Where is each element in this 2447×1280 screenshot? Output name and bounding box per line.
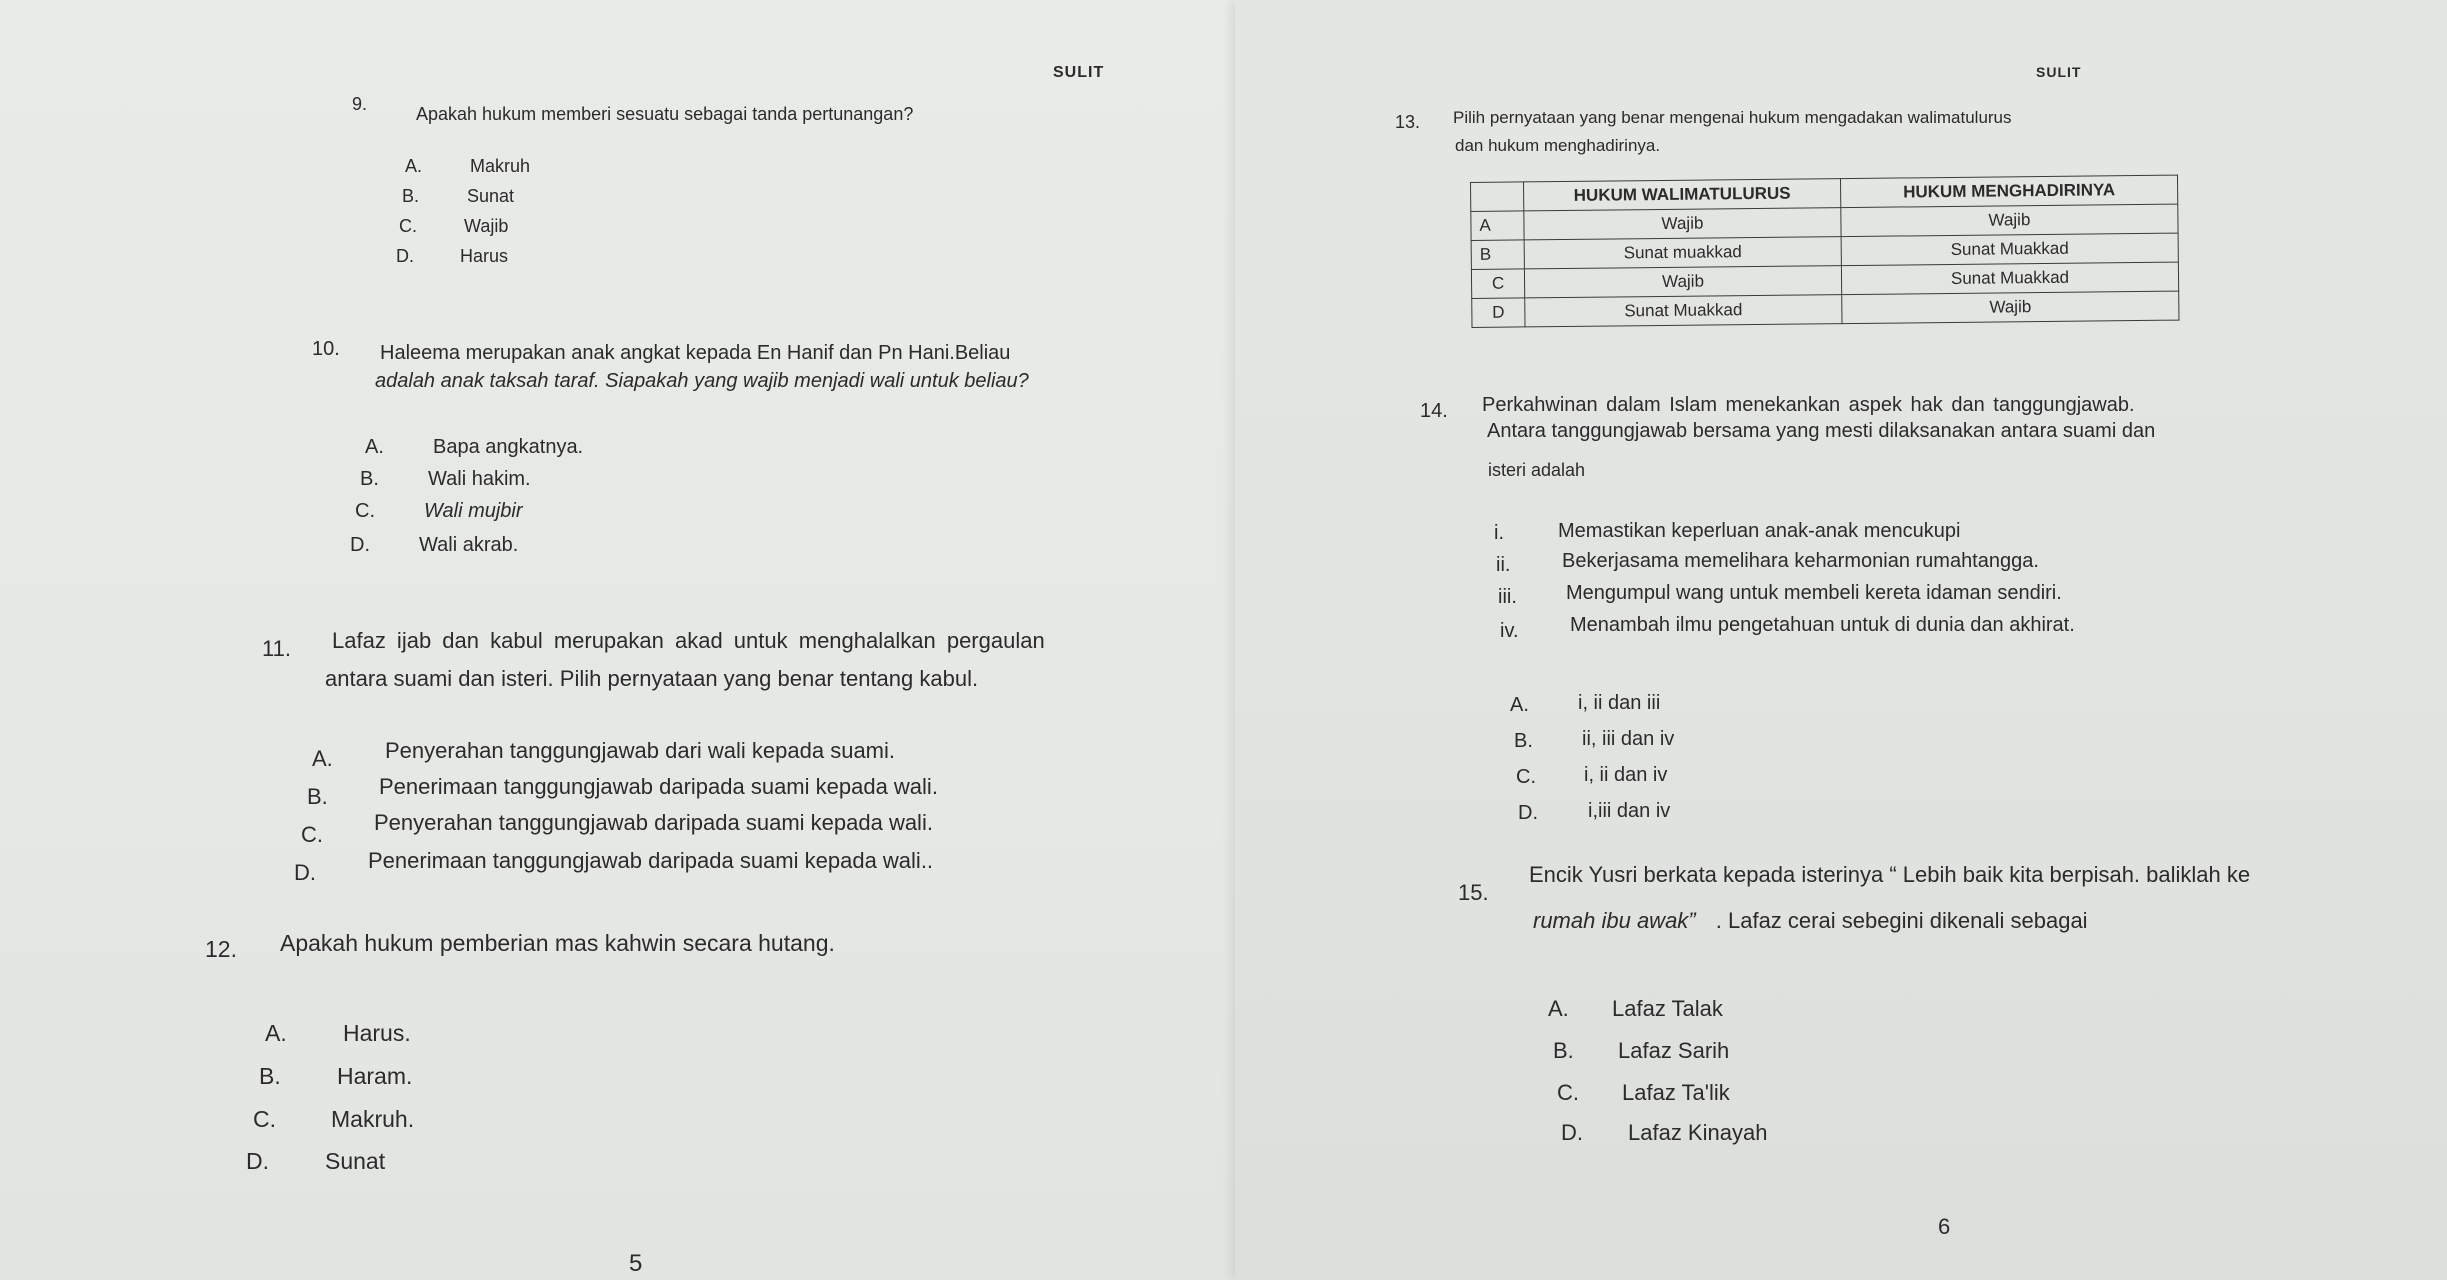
q13-table-header-key (1471, 182, 1524, 212)
table-cell: Wajib (1524, 266, 1841, 298)
q11-option-a-letter: A. (312, 746, 333, 771)
q14-option-d-letter: D. (1518, 802, 1538, 824)
q13-table (1470, 175, 2179, 328)
q15-text-line1: Encik Yusri berkata kepada isterinya “ Lebih baik kita berpisah. baliklah ke (1529, 862, 2251, 887)
q14-statement-2-num: ii. (1496, 554, 1511, 576)
q13-table-header-walimatulurus: HUKUM WALIMATULURUS (1524, 179, 1841, 211)
q14-statement-4-num: iv. (1500, 620, 1519, 642)
q14-option-c-letter: C. (1516, 766, 1536, 788)
q14-statement-3-num: iii. (1498, 586, 1517, 608)
table-cell-key: D (1472, 298, 1525, 328)
q12-option-b-text: Haram. (337, 1063, 413, 1089)
q14-text-line3: isteri adalah (1488, 460, 1586, 480)
q12-option-d-letter: D. (246, 1148, 269, 1174)
q10-option-a-text: Bapa angkatnya. (433, 436, 584, 458)
table-cell-key: C (1471, 269, 1524, 299)
q12-option-d-text: Sunat (325, 1148, 386, 1174)
q11-option-c-letter: C. (301, 822, 323, 847)
q12-option-c-text: Makruh. (331, 1106, 415, 1132)
q14-option-b-text: ii, iii dan iv (1582, 728, 1675, 750)
q15-number: 15. (1458, 880, 1489, 905)
q14-option-b-letter: B. (1514, 730, 1533, 752)
q14-text-line2: Antara tanggungjawab bersama yang mesti dilaksanakan antara suami dan (1487, 420, 2156, 442)
q11-option-d-letter: D. (294, 860, 316, 885)
q15-option-b-letter: B. (1553, 1038, 1574, 1063)
q15-option-a-letter: A. (1548, 996, 1569, 1021)
q14-statement-4-text: Menambah ilmu pengetahuan untuk di dunia dan akhirat. (1570, 614, 2075, 636)
q9-option-a-text: Makruh (470, 156, 531, 176)
table-cell: Sunat Muakkad (1841, 233, 2178, 266)
q12-option-a-text: Harus. (343, 1020, 411, 1046)
q9-option-c-text: Wajib (464, 216, 509, 236)
q15-option-b-text: Lafaz Sarih (1618, 1038, 1730, 1063)
q10-option-d-text: Wali akrab. (419, 534, 519, 556)
right-page-header: SULIT (2036, 64, 2082, 80)
q14-option-a-text: i, ii dan iii (1578, 692, 1661, 714)
q9-option-d-letter: D. (396, 246, 414, 266)
q9-option-b-text: Sunat (467, 186, 515, 206)
table-cell-key: A (1471, 211, 1524, 241)
q9-option-d-text: Harus (460, 246, 509, 266)
q14-text-line1: Perkahwinan dalam Islam menekankan aspek hak dan tanggungjawab. (1482, 394, 2135, 416)
q9-option-b-letter: B. (402, 186, 420, 206)
q12-option-b-letter: B. (259, 1063, 281, 1089)
q15-option-d-text: Lafaz Kinayah (1628, 1120, 1768, 1145)
left-page-header: SULIT (1053, 64, 1105, 81)
q14-statement-1-num: i. (1494, 522, 1504, 544)
q10-option-b-text: Wali hakim. (428, 468, 531, 490)
q11-option-d-text: Penerimaan tanggungjawab daripada suami kepada wali.. (368, 848, 934, 873)
table-cell: Sunat Muakkad (1841, 262, 2178, 295)
q11-text-line2: antara suami dan isteri. Pilih pernyataan yang benar tentang kabul. (325, 666, 979, 691)
q12-number: 12. (205, 936, 237, 962)
q9-option-c-letter: C. (399, 216, 417, 236)
q15-option-d-letter: D. (1561, 1120, 1583, 1145)
q9-option-a-letter: A. (405, 156, 423, 176)
q14-number: 14. (1420, 400, 1448, 422)
q15-text-line2 (1533, 908, 2088, 934)
q13-table-header-menghadirinya: HUKUM MENGHADIRINYA (1840, 175, 2177, 208)
q9-text: Apakah hukum memberi sesuatu sebagai tanda pertunangan? (416, 104, 914, 124)
q14-statement-3-text: Mengumpul wang untuk membeli kereta idaman sendiri. (1566, 582, 2062, 604)
q12-option-a-letter: A. (265, 1020, 287, 1046)
q11-option-a-text: Penyerahan tanggungjawab dari wali kepada suami. (385, 738, 896, 763)
table-cell: Sunat Muakkad (1525, 295, 1842, 327)
q15-option-c-text: Lafaz Ta'lik (1622, 1080, 1730, 1105)
q10-option-c-text: Wali mujbir (424, 500, 523, 522)
q11-text-line1: Lafaz ijab dan kabul merupakan akad untuk menghalalkan pergaulan (332, 628, 1045, 653)
q15-text-rest: . Lafaz cerai sebegini dikenali sebagai (1715, 908, 2088, 933)
q10-option-b-letter: B. (360, 468, 379, 490)
q15-option-c-letter: C. (1557, 1080, 1579, 1105)
q14-statement-2-text: Bekerjasama memelihara keharmonian rumahtangga. (1562, 550, 2039, 572)
q14-option-a-letter: A. (1510, 694, 1529, 716)
table-cell-key: B (1471, 240, 1524, 270)
q13-text-line1: Pilih pernyataan yang benar mengenai hukum mengadakan walimatulurus (1453, 108, 2012, 127)
q10-option-c-letter: C. (355, 500, 375, 522)
q14-option-c-text: i, ii dan iv (1584, 764, 1668, 786)
q13-text-line2: dan hukum menghadirinya. (1455, 136, 1661, 155)
q13-number: 13. (1395, 112, 1421, 132)
table-cell: Sunat muakkad (1524, 237, 1841, 269)
table-cell: Wajib (1524, 208, 1841, 240)
q14-option-d-text: i,iii dan iv (1588, 800, 1671, 822)
q10-text-line2: adalah anak taksah taraf. Siapakah yang wajib menjadi wali untuk beliau? (375, 370, 1029, 392)
table-cell: Wajib (1842, 291, 2179, 324)
q11-option-b-letter: B. (307, 784, 328, 809)
q12-option-c-letter: C. (253, 1106, 276, 1132)
q10-text-line1: Haleema merupakan anak angkat kepada En Hanif dan Pn Hani.Beliau (380, 342, 1011, 364)
q12-text: Apakah hukum pemberian mas kahwin secara hutang. (280, 930, 835, 956)
q10-option-a-letter: A. (365, 436, 384, 458)
q15-quote: rumah ibu awak” (1533, 908, 1696, 933)
q10-number: 10. (312, 338, 340, 360)
q14-statement-1-text: Memastikan keperluan anak-anak mencukupi (1558, 520, 1961, 542)
q15-option-a-text: Lafaz Talak (1612, 996, 1723, 1021)
left-page-number: 5 (629, 1250, 643, 1277)
q11-number: 11. (262, 636, 291, 661)
q11-option-b-text: Penerimaan tanggungjawab daripada suami kepada wali. (379, 774, 938, 799)
q11-option-c-text: Penyerahan tanggungjawab daripada suami kepada wali. (374, 810, 933, 835)
right-page-number: 6 (1938, 1214, 1951, 1239)
table-cell: Wajib (1841, 204, 2178, 237)
q9-number: 9. (352, 94, 368, 114)
q10-option-d-letter: D. (350, 534, 370, 556)
